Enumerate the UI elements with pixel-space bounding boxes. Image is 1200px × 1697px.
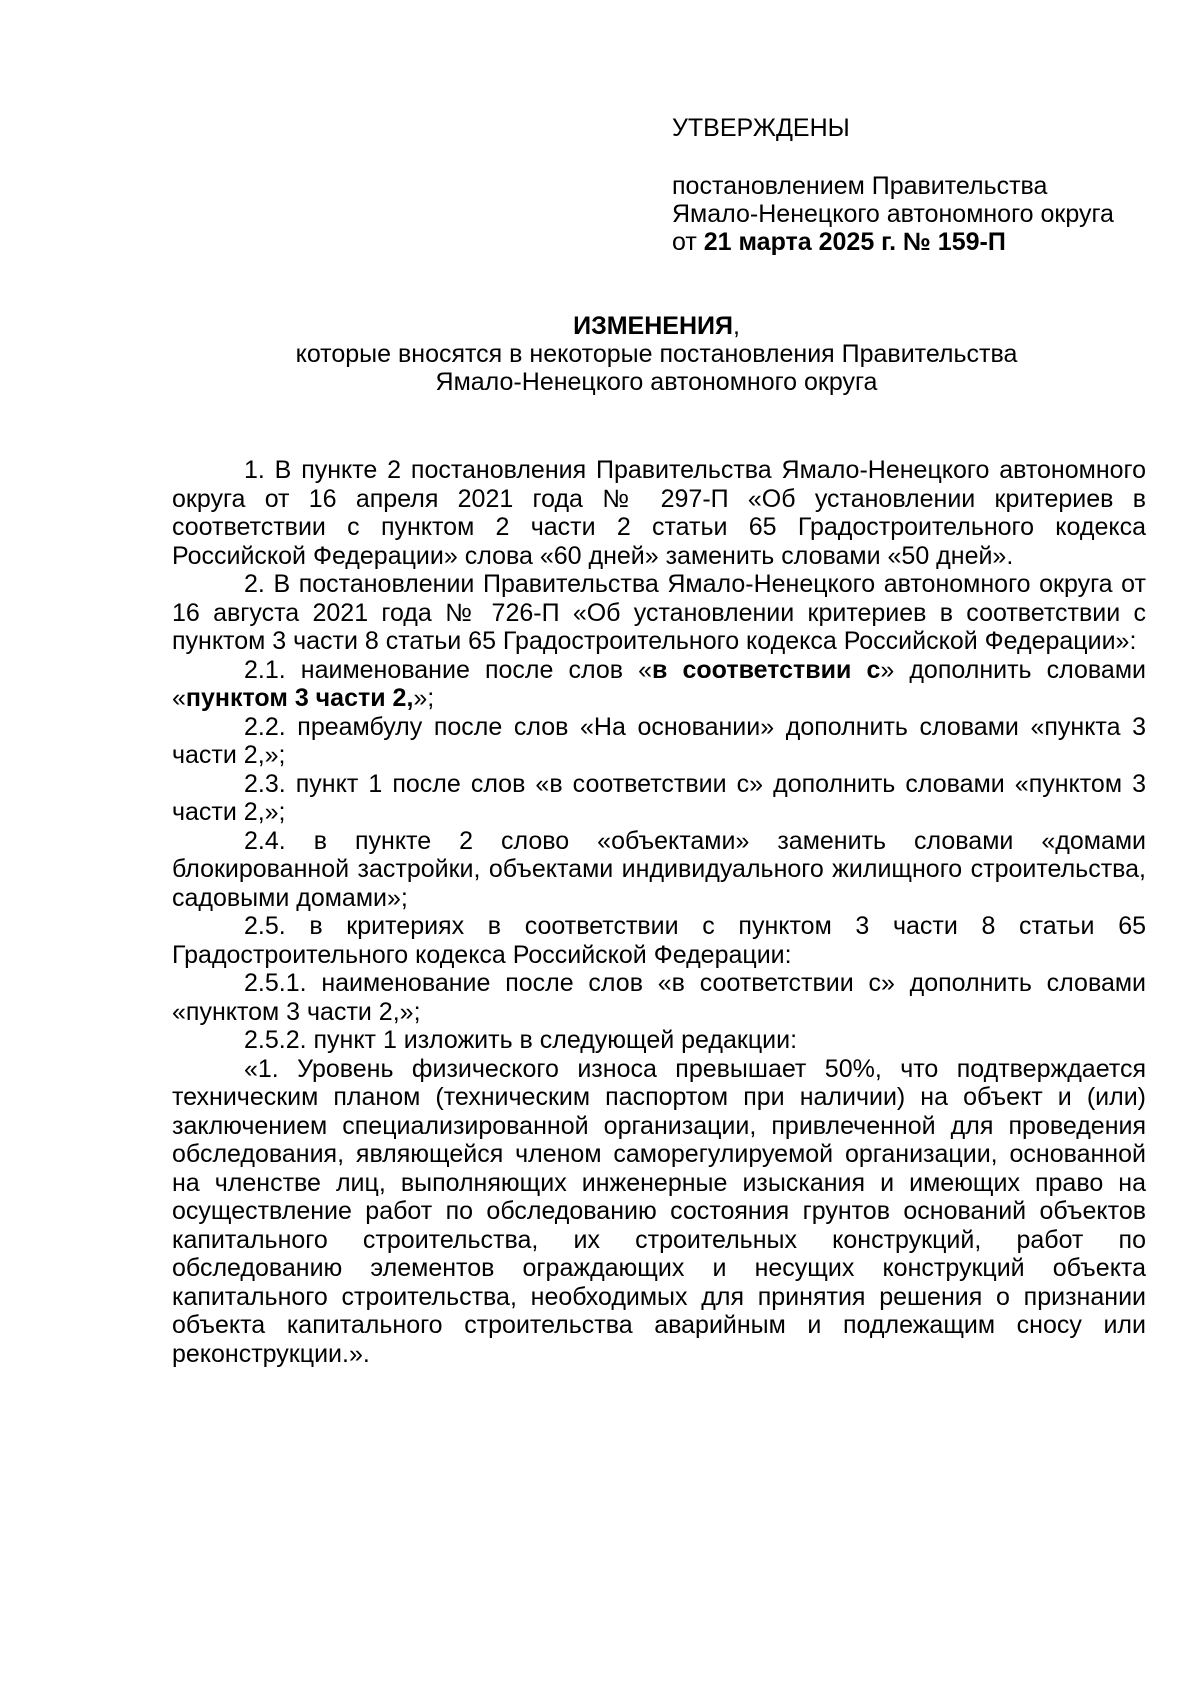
approval-date-line bbox=[672, 228, 1152, 256]
heading-title-line bbox=[170, 312, 1143, 340]
approval-line-2: Ямало-Ненецкого автономного округа bbox=[672, 200, 1114, 228]
paragraph-2-1-bold-phrase: в соответствии с bbox=[652, 655, 881, 684]
quoted-new-wording: «1. Уровень физического износа превышает 50%, что подтверждается техническим планом (техническим паспортом при наличии) на объект и (или) заключением специализированной организации, привлеченной для проведения обследования, являющейся членом саморегулируемой организации, основанной на членстве лиц, выполняющих инженерные изыскания и имеющих право на осуществление работ по обследованию состояния грунтов оснований объектов капитального строительства, их строительных конструкций, работ по обследованию элементов ограждающих и несущих конструкций объекта капитального строительства, необходимых для принятия решения о признании объекта капитального строительства аварийным и подлежащим сносу или реконструкции.». bbox=[172, 1054, 1146, 1368]
paragraph-2-5: 2.5. в критериях в соответствии с пунктом 3 части 8 статьи 65 Градостроительного кодекса Российской Федерации: bbox=[172, 912, 1146, 969]
approval-stamp: УТВЕРЖДЕНЫ bbox=[672, 114, 850, 142]
heading-title: ИЗМЕНЕНИЯ bbox=[573, 312, 733, 340]
approval-date-number: 21 марта 2025 г. № 159-П bbox=[703, 228, 1006, 256]
paragraph-2-1-middle: » дополнить словами « bbox=[172, 655, 1146, 712]
approval-block bbox=[672, 114, 1152, 256]
heading-subtitle-line-2: Ямало-Ненецкого автономного округа bbox=[435, 368, 878, 396]
heading-title-comma: , bbox=[732, 312, 740, 340]
paragraph-2-1 bbox=[172, 656, 1146, 713]
paragraph-2-5-1: 2.5.1. наименование после слов «в соответствии с» дополнить словами «пунктом 3 части 2,»; bbox=[172, 969, 1146, 1026]
paragraph-2-3: 2.3. пункт 1 после слов «в соответствии с» дополнить словами «пунктом 3 части 2,»; bbox=[172, 769, 1146, 826]
approval-line-1: постановлением Правительства bbox=[672, 172, 1048, 200]
paragraph-2-1-bold-insert: пунктом 3 части 2, bbox=[185, 684, 414, 712]
approval-date-prefix: от bbox=[672, 228, 704, 256]
paragraph-2-5-2: 2.5.2. пункт 1 изложить в следующей редакции: bbox=[244, 1026, 798, 1054]
paragraph-2-2: 2.2. преамбулу после слов «На основании» дополнить словами «пункта 3 части 2,»; bbox=[172, 712, 1146, 769]
paragraph-2: 2. В постановлении Правительства Ямало-Ненецкого автономного округа от 16 августа 2021 года № 726-П «Об установлении критериев в соответствии с пунктом 3 части 8 статьи 65 Градостроительного кодекса Российской Федерации»: bbox=[172, 570, 1146, 655]
document-body bbox=[172, 456, 1146, 1368]
paragraph-1: 1. В пункте 2 постановления Правительства Ямало-Ненецкого автономного округа от 16 апреля 2021 года № 297-П «Об установлении критериев в соответствии с пунктом 2 части 2 статьи 65 Градостроительного кодекса Российской Федерации» слова «60 дней» заменить словами «50 дней». bbox=[172, 456, 1146, 570]
paragraph-2-1-end: »; bbox=[413, 684, 435, 712]
document-heading bbox=[170, 312, 1143, 396]
heading-subtitle-line-1: которые вносятся в некоторые постановления Правительства bbox=[295, 340, 1018, 368]
paragraph-2-1-start: 2.1. наименование после слов « bbox=[244, 655, 653, 684]
paragraph-2-4: 2.4. в пункте 2 слово «объектами» заменить словами «домами блокированной застройки, объектами индивидуального жилищного строительства, садовыми домами»; bbox=[172, 826, 1146, 912]
